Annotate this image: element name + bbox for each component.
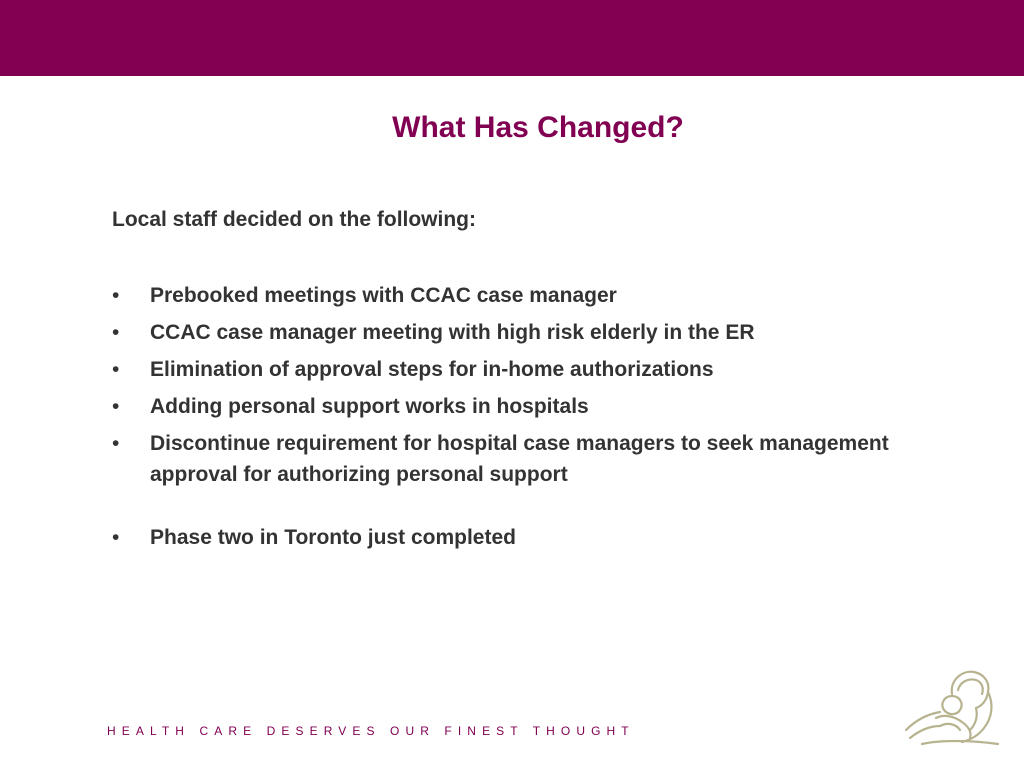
bullet-item — [112, 391, 912, 422]
bullet-dot: • — [112, 284, 120, 307]
bullet-item — [112, 317, 912, 348]
bullet-text: Prebooked meetings with CCAC case manager — [150, 284, 617, 307]
bullet-item — [112, 280, 912, 311]
slide-subtitle: Local staff decided on the following: — [112, 208, 477, 231]
bullet-text: CCAC case manager meeting with high risk elderly in the ER — [150, 321, 755, 344]
bullet-dot: • — [112, 358, 120, 381]
bullet-text: Adding personal support works in hospitals — [150, 395, 589, 418]
bullet-text: Elimination of approval steps for in-home authorizations — [150, 358, 714, 381]
bullet-dot: • — [112, 432, 120, 455]
mother-child-logo-icon — [900, 660, 1004, 750]
bullet-dot: • — [112, 321, 120, 344]
slide-title: What Has Changed? — [392, 111, 684, 144]
bullet-item — [112, 354, 912, 385]
bullet-item — [112, 428, 912, 490]
bullet-list — [112, 280, 912, 559]
bullet-dot: • — [112, 526, 120, 549]
bullet-text: Discontinue requirement for hospital case managers to seek management approval for authorizing personal support — [150, 432, 889, 486]
bullet-text: Phase two in Toronto just completed — [150, 526, 516, 549]
footer-tagline: HEALTH CARE DESERVES OUR FINEST THOUGHT — [107, 724, 635, 738]
top-banner — [0, 0, 1024, 76]
bullet-item — [112, 522, 912, 553]
bullet-dot: • — [112, 395, 120, 418]
